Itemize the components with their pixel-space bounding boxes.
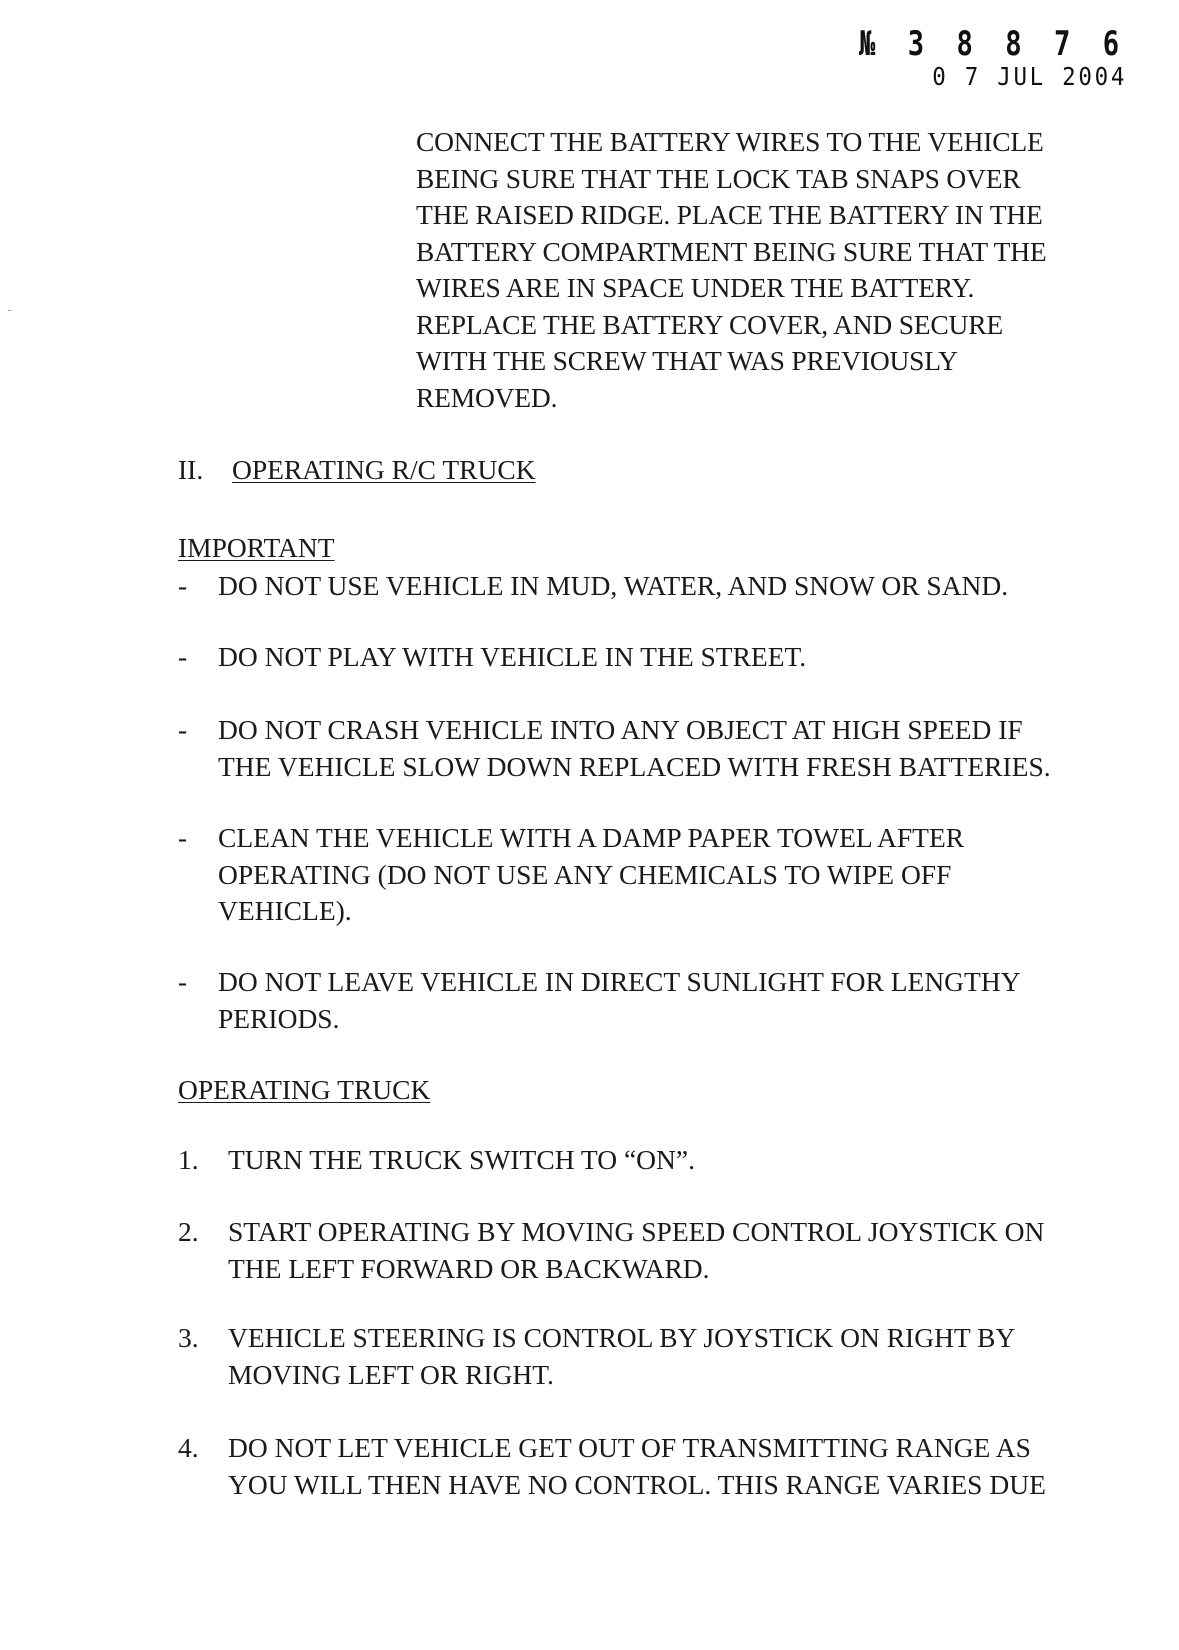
- step-number: 4.: [178, 1432, 199, 1463]
- operating-heading-text: OPERATING TRUCK: [178, 1074, 431, 1105]
- bullet-line: THE VEHICLE SLOW DOWN REPLACED WITH FRESH BATTERIES.: [218, 750, 1051, 782]
- step-number: 1.: [178, 1144, 199, 1175]
- step-number: 2.: [178, 1216, 199, 1247]
- section-title: OPERATING R/C TRUCK: [232, 454, 536, 485]
- bullet-dash: -: [178, 570, 188, 601]
- bullet-line: DO NOT PLAY WITH VEHICLE IN THE STREET.: [218, 641, 807, 672]
- intro-line: WIRES ARE IN SPACE UNDER THE BATTERY.: [416, 272, 975, 303]
- intro-line: BATTERY COMPARTMENT BEING SURE THAT THE: [416, 235, 1047, 267]
- scan-speck: [8, 310, 11, 311]
- operating-heading: [178, 1072, 430, 1108]
- intro-line: THE RAISED RIDGE. PLACE THE BATTERY IN THE: [416, 199, 1043, 230]
- intro-line: REMOVED.: [416, 381, 558, 413]
- bullet-dash: -: [178, 714, 188, 745]
- intro-line: WITH THE SCREW THAT WAS PREVIOUSLY: [416, 345, 958, 376]
- bullet-line: DO NOT LEAVE VEHICLE IN DIRECT SUNLIGHT FOR LENGTHY: [218, 966, 1021, 997]
- step-line: THE LEFT FORWARD OR BACKWARD.: [228, 1252, 710, 1284]
- step-line: START OPERATING BY MOVING SPEED CONTROL JOYSTICK ON: [228, 1216, 1045, 1247]
- stamp-number: № 3 8 8 7 6: [858, 24, 1127, 64]
- intro-line: REPLACE THE BATTERY COVER, AND SECURE: [416, 308, 1003, 340]
- intro-paragraph: [416, 124, 1136, 416]
- bullet-line: PERIODS.: [218, 1002, 340, 1034]
- section-heading: [178, 452, 536, 488]
- step-line: VEHICLE STEERING IS CONTROL BY JOYSTICK ON RIGHT BY: [228, 1322, 1016, 1353]
- bullet-line: VEHICLE).: [218, 895, 352, 926]
- step-line: YOU WILL THEN HAVE NO CONTROL. THIS RANGE VARIES DUE: [228, 1468, 1046, 1500]
- important-heading-text: IMPORTANT: [178, 532, 335, 563]
- section-numeral: II.: [178, 454, 204, 485]
- step-line: DO NOT LET VEHICLE GET OUT OF TRANSMITTING RANGE AS: [228, 1432, 1031, 1463]
- step-line: MOVING LEFT OR RIGHT.: [228, 1358, 554, 1390]
- step-number: 3.: [178, 1322, 199, 1353]
- received-stamp: [792, 26, 1127, 92]
- step-line: TURN THE TRUCK SWITCH TO “ON”.: [228, 1144, 695, 1175]
- intro-line: BEING SURE THAT THE LOCK TAB SNAPS OVER: [416, 162, 1021, 194]
- stamp-date: 0 7 JUL 2004: [932, 62, 1127, 91]
- bullet-line: DO NOT USE VEHICLE IN MUD, WATER, AND SNOW OR SAND.: [218, 570, 1009, 601]
- bullet-line: DO NOT CRASH VEHICLE INTO ANY OBJECT AT HIGH SPEED IF: [218, 714, 1023, 745]
- bullet-dash: -: [178, 641, 188, 672]
- intro-line: CONNECT THE BATTERY WIRES TO THE VEHICLE: [416, 126, 1044, 157]
- bullet-dash: -: [178, 966, 188, 997]
- bullet-dash: -: [178, 822, 188, 853]
- bullet-line: CLEAN THE VEHICLE WITH A DAMP PAPER TOWEL AFTER: [218, 822, 965, 853]
- bullet-line: OPERATING (DO NOT USE ANY CHEMICALS TO WIPE OFF: [218, 858, 952, 890]
- important-heading: [178, 530, 335, 566]
